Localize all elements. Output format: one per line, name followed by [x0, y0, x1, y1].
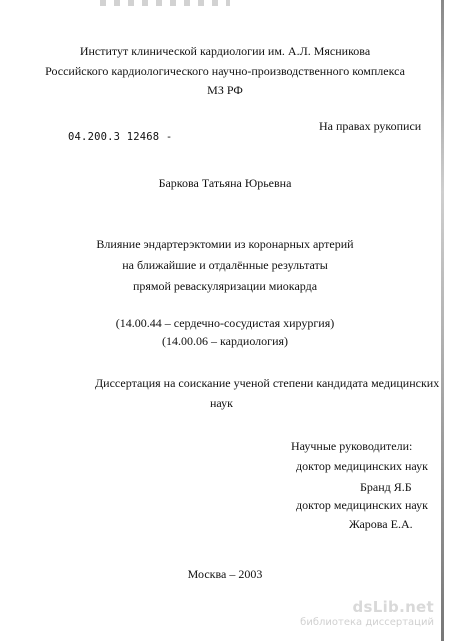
supervisor-2-name: Жарова Е.А.	[349, 517, 413, 531]
specialty-1: (14.00.44 – сердечно-сосудистая хирургия)	[115, 316, 335, 330]
complex-name: Российского кардиологического научно-производственного комплекса	[45, 64, 405, 78]
author-name: Баркова Татьяна Юрьевна	[158, 176, 292, 190]
watermark-subtitle: библиотека диссертаций	[300, 617, 434, 628]
institute-name: Институт клинической кардиологии им. А.Л. Мясникова	[79, 44, 371, 58]
title-line-2: на ближайшие и отдалённые результаты	[122, 258, 328, 272]
registry-code-stamp: 04.200.3 12468 -	[68, 131, 173, 143]
manuscript-rights: На правах рукописи	[319, 119, 422, 133]
supervisors-heading: Научные руководители:	[291, 439, 413, 453]
title-line-3: прямой реваскуляризации миокарда	[132, 279, 318, 293]
watermark-logo: dsLib.net	[352, 598, 434, 616]
supervisor-1-degree: доктор медицинских наук	[296, 459, 428, 473]
ministry-name: МЗ РФ	[207, 83, 243, 97]
supervisor-1-name: Бранд Я.Б	[360, 480, 412, 494]
degree-line-2: наук	[210, 396, 233, 410]
scan-artifact-top	[100, 0, 230, 6]
dslib-watermark	[300, 598, 434, 628]
title-line-1: Влияние эндартерэктомии из коронарных артерий	[96, 237, 354, 251]
specialty-2: (14.00.06 – кардиология)	[161, 334, 289, 348]
degree-line-1: Диссертация на соискание ученой степени кандидата медицинских	[95, 376, 440, 390]
place-and-year: Москва – 2003	[187, 567, 263, 581]
supervisor-2-degree: доктор медицинских наук	[296, 498, 428, 512]
